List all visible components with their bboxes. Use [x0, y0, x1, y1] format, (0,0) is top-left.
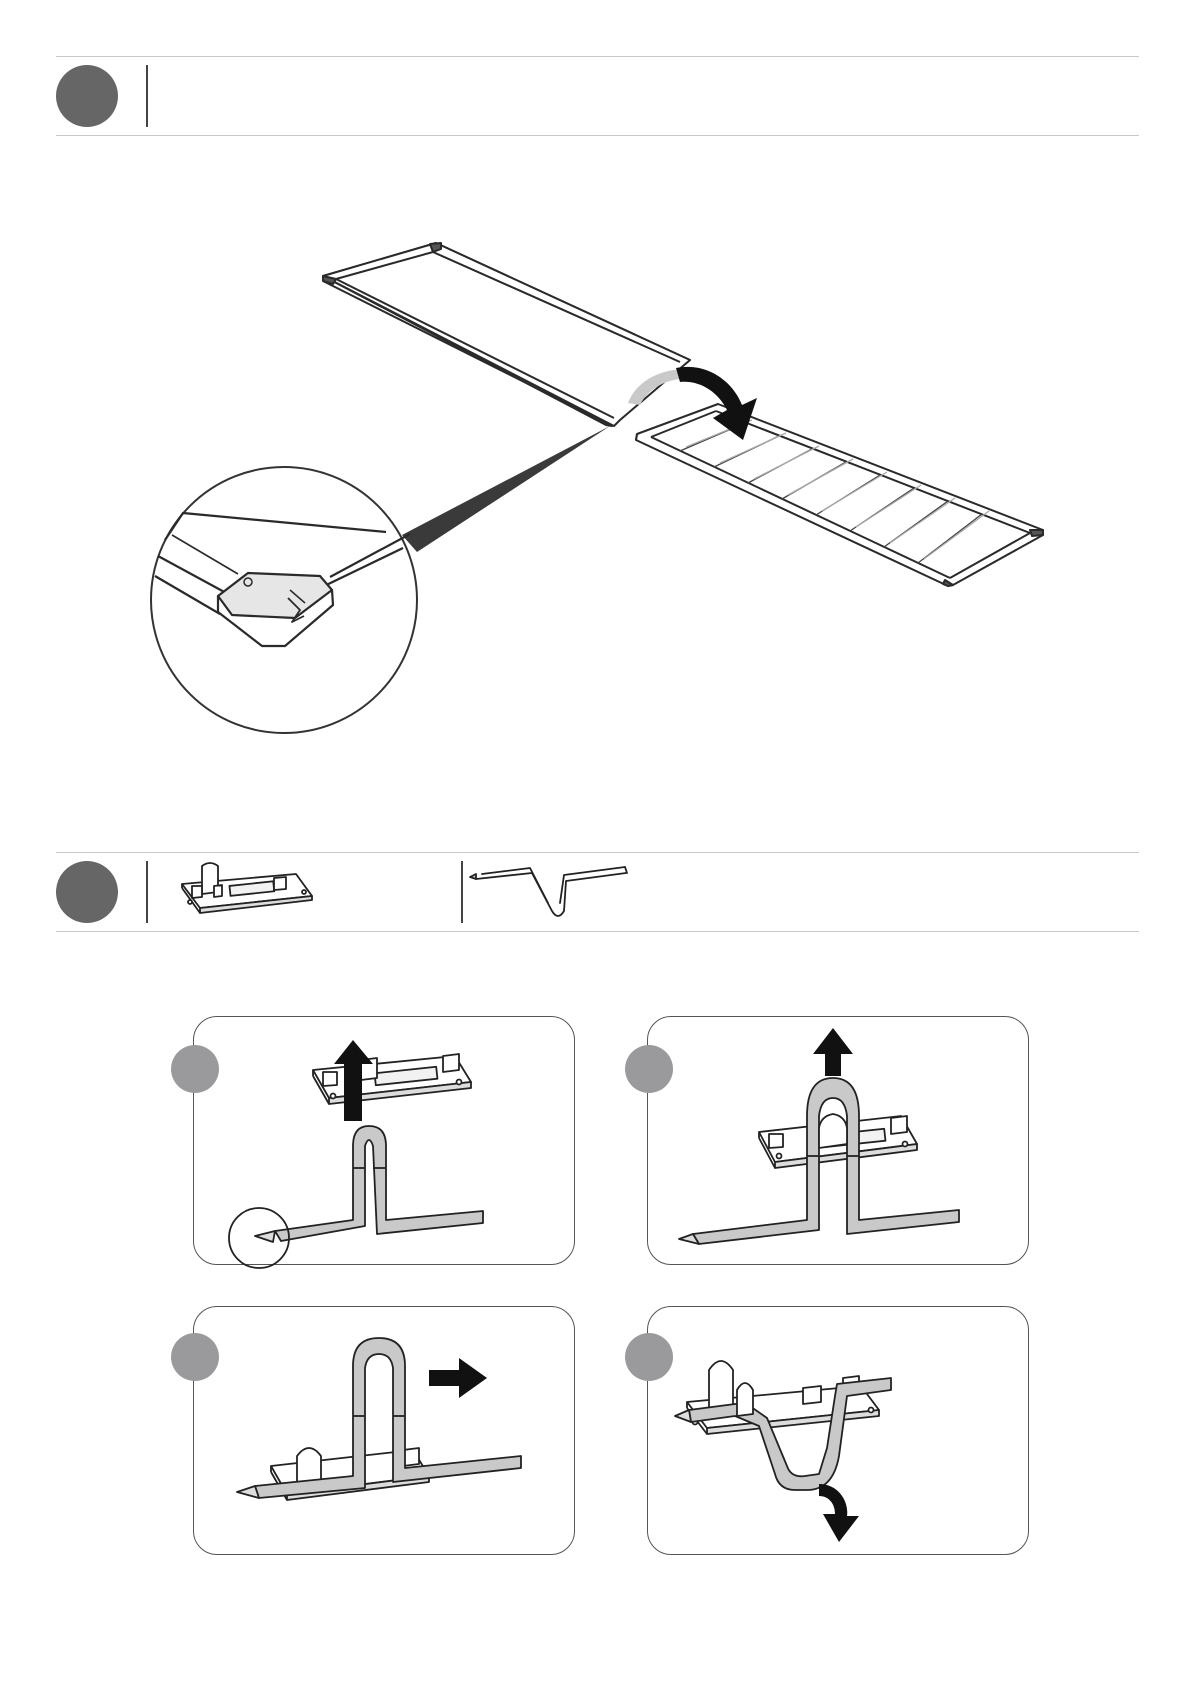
step-number-badge: [56, 65, 118, 127]
substep-2-illustration: [647, 1016, 1027, 1263]
substep-3-illustration: [193, 1306, 573, 1553]
vertical-divider: [461, 861, 463, 923]
vertical-divider: [146, 861, 148, 923]
panel-fold-illustration: [0, 220, 1191, 820]
step-number-badge: [56, 861, 118, 923]
latch-bracket-icon: [178, 860, 318, 920]
vertical-divider: [146, 65, 148, 127]
divider-line: [56, 852, 1139, 853]
bent-rod-icon: [468, 855, 638, 925]
substep-1-illustration: [193, 1016, 573, 1263]
divider-line: [56, 135, 1139, 136]
step-header-1: [56, 56, 1139, 136]
panel-right: [636, 404, 1043, 586]
divider-line: [56, 931, 1139, 932]
divider-line: [56, 56, 1139, 57]
corner-zoom-callout: [151, 426, 610, 733]
substep-4-illustration: [647, 1306, 1027, 1553]
